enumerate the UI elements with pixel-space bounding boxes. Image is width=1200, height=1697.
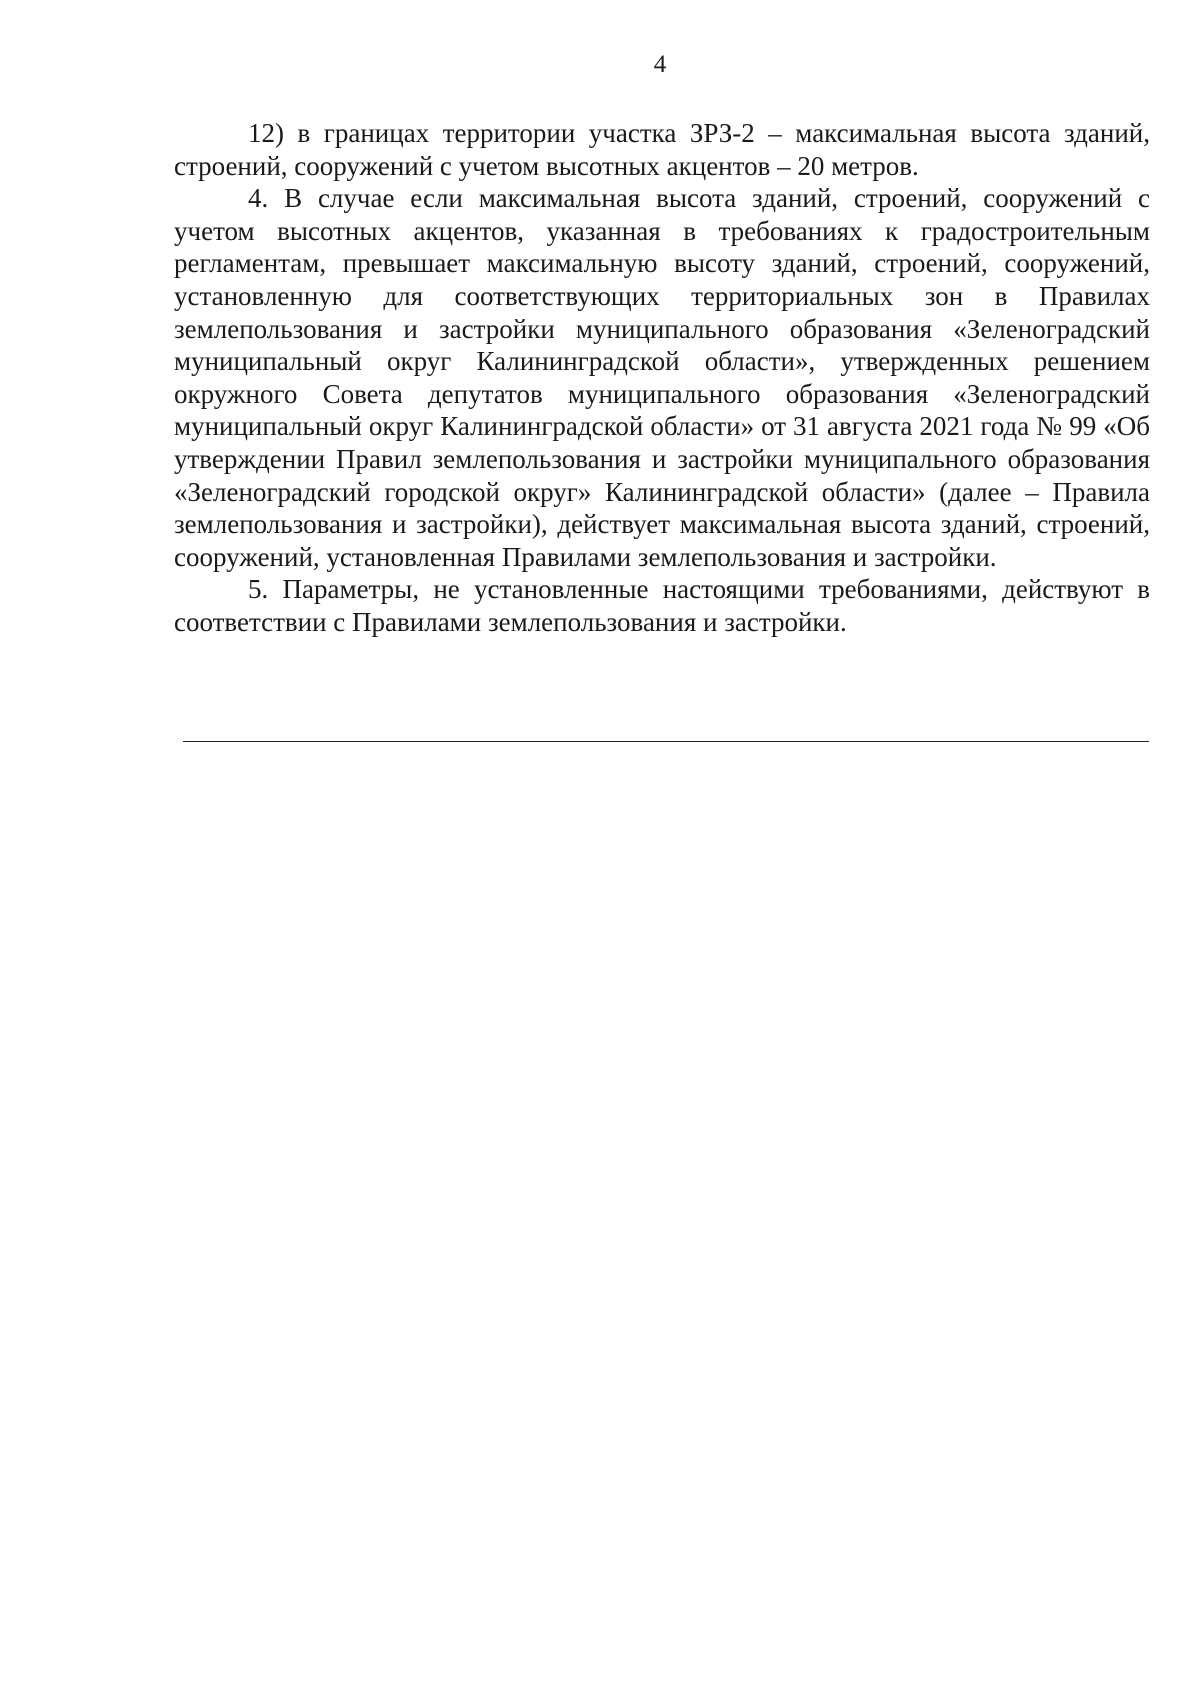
page-number: 4 bbox=[653, 51, 667, 78]
end-divider-line bbox=[183, 741, 1149, 742]
paragraph-clause-4: 4. В случае если максимальная высота зданий, строений, сооружений с учетом высотных акцентов, указанная в требованиях к градостроительным регламентам, превышает максимальную высоту зданий, строений, сооружений, установленную для соответствующих территориальных зон в Правилах землепользования и застройки муниципального образования «Зеленоградский муниципальный округ Калининградской области», утвержденных решением окружного Совета депутатов муниципального образования «Зеленоградский муниципальный округ Калининградской области» от 31 августа 2021 года № 99 «Об утверждении Правил землепользования и застройки муниципального образования «Зеленоградский городской округ» Калининградской области» (далее – Правила землепользования и застройки), действует максимальная высота зданий, строений, сооружений, установленная Правилами землепользования и застройки. bbox=[174, 183, 1150, 572]
paragraph-clause-5: 5. Параметры, не установленные настоящими требованиями, действуют в соответствии с Правилами землепользования и застройки. bbox=[174, 574, 1150, 637]
document-body bbox=[174, 117, 1150, 639]
paragraph-item-12: 12) в границах территории участка ЗРЗ-2 – максимальная высота зданий, строений, сооружений с учетом высотных акцентов – 20 метров. bbox=[174, 118, 1150, 181]
